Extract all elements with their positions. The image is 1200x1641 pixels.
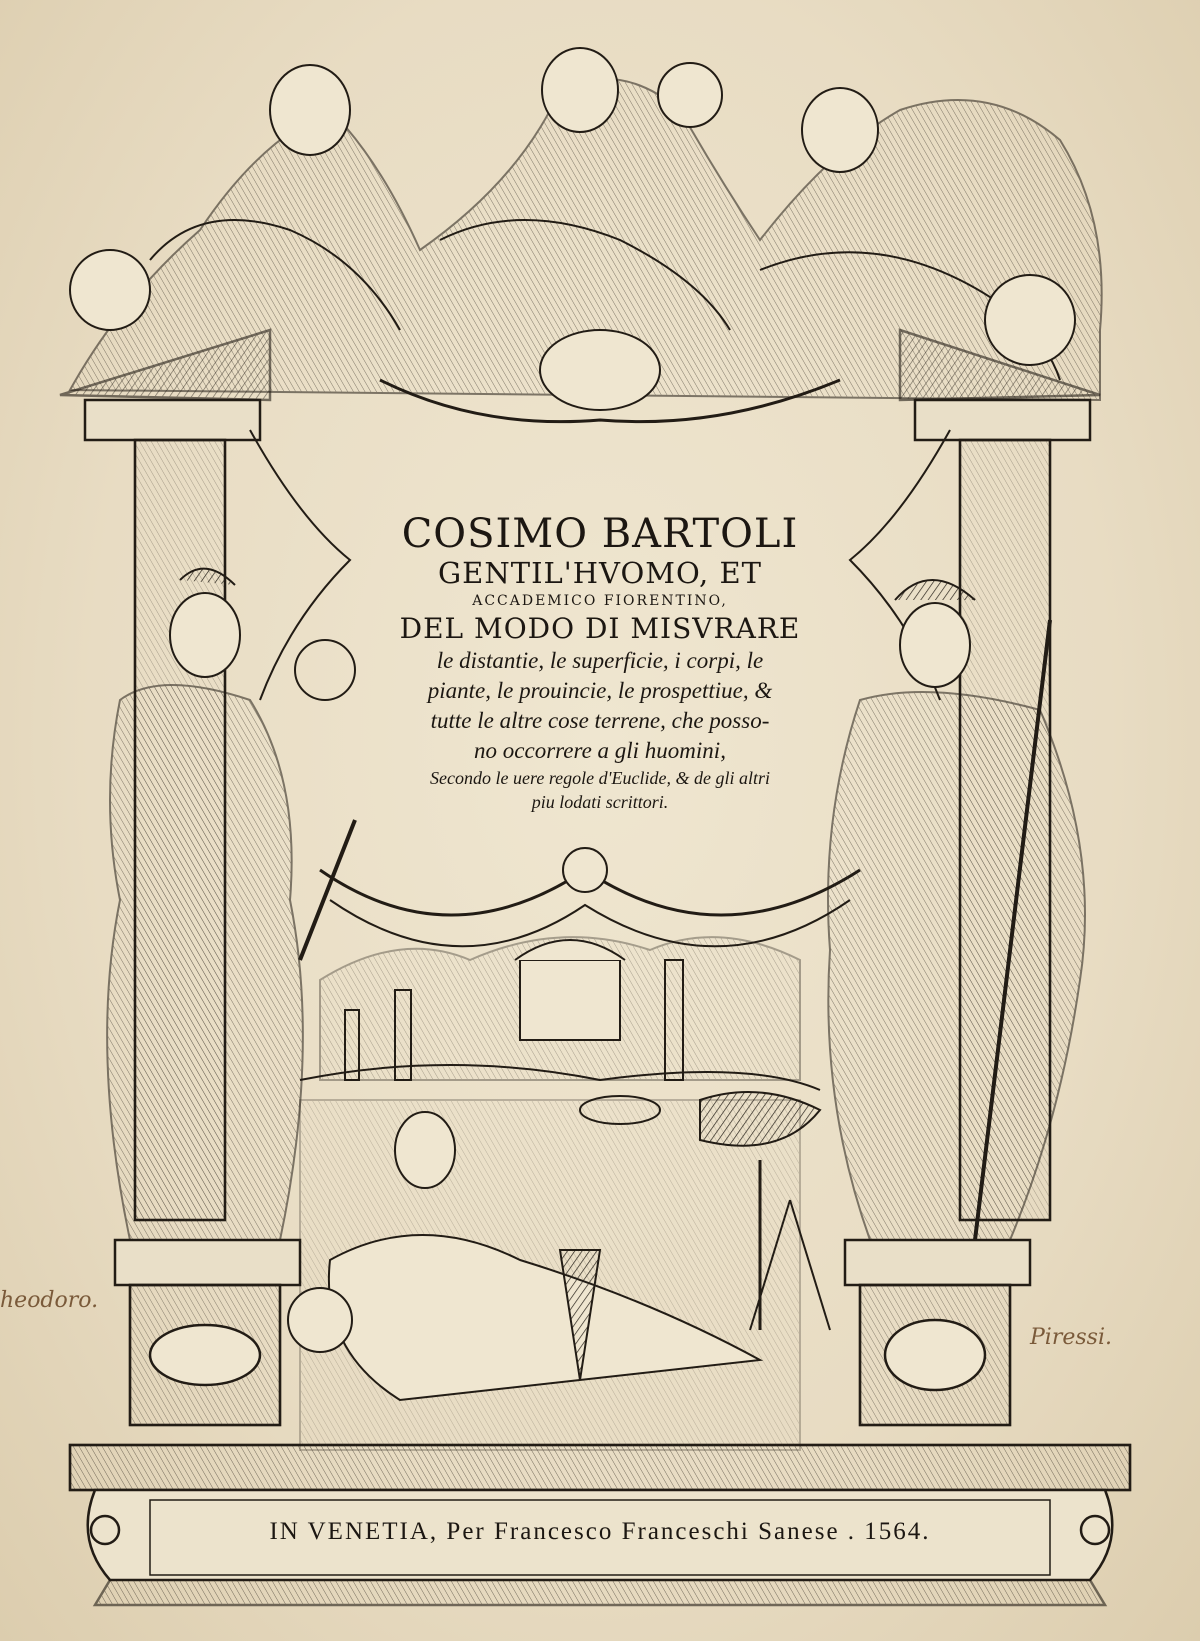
source-note xyxy=(380,766,820,814)
title-text-block xyxy=(380,512,820,814)
subtitle-line: no occorrere a gli huomini, xyxy=(474,738,726,763)
subtitle-line: piante, le prouincie, le prospettiue, & xyxy=(427,678,773,703)
author-title: GENTIL'HVOMO, ET xyxy=(438,556,762,590)
central-landscape xyxy=(300,937,820,1090)
work-title: DEL MODO DI MISVRARE xyxy=(399,612,801,645)
academy-line: ACCADEMICO FIORENTINO, xyxy=(472,593,728,609)
imprint-line: IN VENETIA, Per Francesco Franceschi Sanese . 1564. xyxy=(269,1518,931,1545)
subtitle-body xyxy=(380,646,820,766)
source-line: piu lodati scrittori. xyxy=(531,792,669,812)
handwritten-note-left: heodoro. xyxy=(0,1288,99,1313)
source-line: Secondo le uere regole d'Euclide, & de gli altri xyxy=(430,768,770,788)
river-god-scene xyxy=(288,1092,830,1450)
subtitle-line: tutte le altre cose terrene, che posso- xyxy=(430,708,770,733)
author-name: COSIMO BARTOLI xyxy=(401,511,799,557)
handwritten-note-right: Piressi. xyxy=(1030,1325,1112,1350)
subtitle-line: le distantie, le superficie, i corpi, le xyxy=(436,648,764,673)
